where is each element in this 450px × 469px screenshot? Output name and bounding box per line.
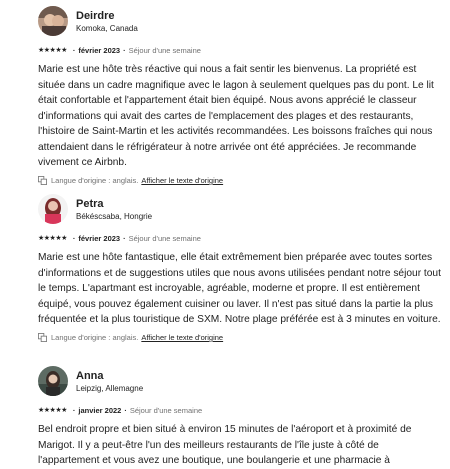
translation-note: [38, 175, 442, 187]
avatar[interactable]: [38, 366, 68, 396]
reviewer-name: Deirdre: [76, 9, 115, 22]
reviewer-location: Leipzig, Allemagne: [76, 383, 144, 393]
review-date: février 2023: [78, 233, 121, 243]
separator-dot: ·: [72, 45, 76, 55]
stay-length: Séjour d'une semaine: [128, 45, 201, 55]
review-header: [38, 192, 442, 226]
review-text: Bel endroit propre et bien situé à environ 15 minutes de l'aéroport et à proximité de Marigot. Il y a peut-être l'un des meilleurs restaurants de l'île juste à côté de l'appartement et vous avez une boutique, une boulangerie et une pharmacie à: [38, 424, 412, 466]
review-text: Marie est une hôte très réactive qui nous a fait sentir les bienvenus. La propriété est située dans un cadre magnifique avec le lagon à seulement quelques pas du pont. Le lit était confortable et l'appartement était bien équipé. Nous avons apprécié le classeur d'informations qui avait des cartes de l'emplacement des plages et des restaurants, l'histoire de Saint-Martin et les activités recommandées. Les boissons fraîches qui nous attendaient dans le réfrigérateur à notre arrivée ont été appréciées. Je recommande vivement ce Airbnb.: [38, 64, 434, 168]
stay-length: Séjour d'une semaine: [128, 233, 201, 243]
rating-stars: ★★★★★: [38, 47, 67, 54]
rating-stars: ★★★★★: [38, 407, 67, 414]
avatar[interactable]: [38, 6, 68, 36]
avatar[interactable]: [38, 194, 68, 224]
review-meta: [38, 232, 442, 244]
reviewer-name: Petra: [76, 197, 104, 210]
show-original-link[interactable]: Afficher le texte d'origine: [141, 176, 224, 185]
review-card: [38, 192, 442, 344]
show-original-link[interactable]: Afficher le texte d'origine: [141, 333, 224, 342]
review-meta: [38, 404, 442, 416]
review-header: [38, 4, 442, 38]
original-language: Langue d'origine : anglais.: [51, 176, 139, 185]
rating-stars: ★★★★★: [38, 235, 67, 242]
reviewer-location: Komoka, Canada: [76, 23, 138, 33]
original-language: Langue d'origine : anglais.: [51, 333, 139, 342]
review-text: Marie est une hôte fantastique, elle était extrêmement bien préparée avec toutes sortes d'informations et de suggestions utiles que nous avons utilisées pendant notre séjour tout le temps. L'apartmant est incroyable, agréable, moderne et propre. Il est entièrement équipé, vous pouvez également cuisiner ou laver. Il n'est pas situé dans la partie la plus fréquentée et la plus touristique de SXM. Notre plage préférée est à 3 minutes en voiture.: [38, 252, 441, 325]
review-card: [38, 364, 442, 469]
review-date: janvier 2022: [78, 405, 122, 415]
review-meta: [38, 44, 442, 56]
separator-dot: ·: [72, 405, 76, 415]
review-header: [38, 364, 442, 398]
translate-icon: [38, 176, 47, 185]
separator-dot: ·: [72, 233, 76, 243]
separator-dot: ·: [123, 45, 126, 55]
translation-note: [38, 332, 442, 344]
separator-dot: ·: [124, 405, 127, 415]
translate-icon: [38, 333, 47, 342]
reviewer-location: Békéscsaba, Hongrie: [76, 211, 153, 221]
separator-dot: ·: [123, 233, 126, 243]
review-date: février 2023: [78, 45, 121, 55]
stay-length: Séjour d'une semaine: [129, 405, 203, 415]
review-card: [38, 4, 442, 187]
reviewer-name: Anna: [76, 369, 104, 382]
